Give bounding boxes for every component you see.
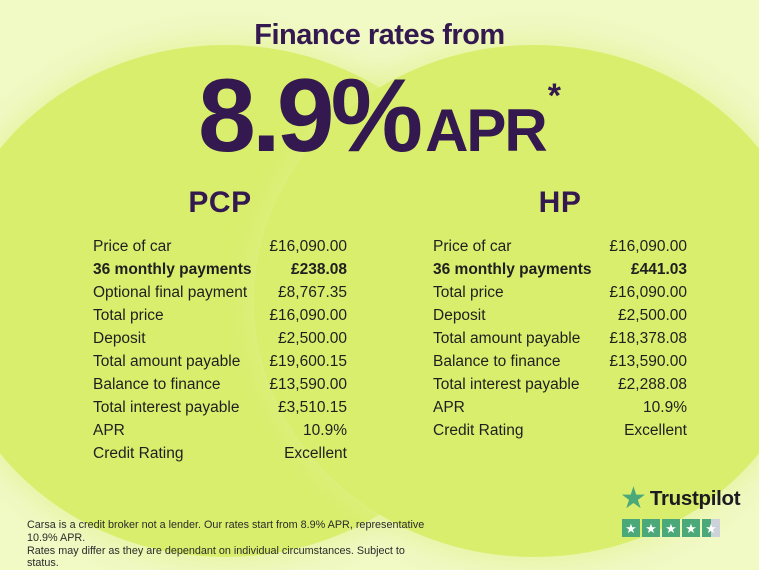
row-value: 10.9% bbox=[303, 421, 347, 439]
rating-star-icon: ★ bbox=[662, 519, 680, 537]
row-value: £3,510.15 bbox=[278, 398, 347, 416]
row-label: Price of car bbox=[433, 237, 512, 255]
row-value: 10.9% bbox=[643, 398, 687, 416]
disclaimer-line-2: Rates may differ as they are dependant on individual circumstances. Subject to status. bbox=[27, 544, 405, 570]
trustpilot-brand: Trustpilot bbox=[649, 487, 741, 510]
row-value: £238.08 bbox=[290, 260, 347, 278]
row-label: APR bbox=[433, 398, 465, 416]
trustpilot-stars bbox=[622, 519, 738, 537]
row-label: Balance to finance bbox=[93, 375, 221, 393]
table-row bbox=[433, 258, 687, 281]
table-row bbox=[93, 350, 347, 373]
table-row bbox=[93, 442, 347, 465]
pcp-column bbox=[93, 186, 347, 465]
table-row bbox=[93, 304, 347, 327]
row-label: Total price bbox=[93, 306, 164, 324]
row-value: £8,767.35 bbox=[278, 283, 347, 301]
table-row bbox=[433, 327, 687, 350]
row-label: Deposit bbox=[93, 329, 146, 347]
row-value: £441.03 bbox=[630, 260, 687, 278]
table-row bbox=[433, 304, 687, 327]
table-row bbox=[433, 235, 687, 258]
trustpilot-star-icon: ★ bbox=[620, 482, 647, 515]
row-label: Credit Rating bbox=[93, 444, 184, 462]
row-value: Excellent bbox=[284, 444, 347, 462]
rate-asterisk: * bbox=[547, 77, 561, 115]
row-value: £2,500.00 bbox=[278, 329, 347, 347]
disclaimer-line-1: Carsa is a credit broker not a lender. Our rates start from 8.9% APR, representative 10.9% APR. bbox=[27, 519, 425, 544]
rating-star-icon: ★ bbox=[642, 519, 660, 537]
row-value: £16,090.00 bbox=[609, 283, 687, 301]
row-label: Total interest payable bbox=[93, 398, 240, 416]
row-value: £16,090.00 bbox=[609, 237, 687, 255]
row-label: Total amount payable bbox=[93, 352, 241, 370]
table-row bbox=[433, 350, 687, 373]
table-row bbox=[93, 419, 347, 442]
table-row bbox=[93, 327, 347, 350]
table-row bbox=[93, 281, 347, 304]
row-label: Deposit bbox=[433, 306, 486, 324]
pcp-title: PCP bbox=[188, 186, 252, 219]
row-label: Total interest payable bbox=[433, 375, 580, 393]
row-label: Total price bbox=[433, 283, 504, 301]
table-row bbox=[93, 258, 347, 281]
rating-star-icon: ★ bbox=[682, 519, 700, 537]
rating-star-icon: ★ bbox=[702, 519, 720, 537]
table-row bbox=[93, 235, 347, 258]
table-row bbox=[433, 373, 687, 396]
row-label: Credit Rating bbox=[433, 421, 524, 439]
table-row bbox=[433, 396, 687, 419]
row-value: £18,378.08 bbox=[609, 329, 687, 347]
rate-value: 8.9% bbox=[198, 58, 420, 174]
row-label: Optional final payment bbox=[93, 283, 248, 301]
row-label: 36 monthly payments bbox=[433, 260, 592, 278]
row-label: Price of car bbox=[93, 237, 172, 255]
row-value: £2,500.00 bbox=[618, 306, 687, 324]
trustpilot-badge[interactable] bbox=[620, 482, 741, 537]
row-label: 36 monthly payments bbox=[93, 260, 252, 278]
rate-suffix: APR bbox=[425, 97, 546, 164]
row-value: £2,288.08 bbox=[618, 375, 687, 393]
row-value: £16,090.00 bbox=[269, 237, 347, 255]
row-value: £16,090.00 bbox=[269, 306, 347, 324]
disclaimer bbox=[27, 519, 437, 570]
hero-rate bbox=[0, 58, 759, 174]
table-row bbox=[433, 281, 687, 304]
pcp-table bbox=[93, 235, 347, 465]
rating-star-icon: ★ bbox=[622, 519, 640, 537]
hp-title: HP bbox=[538, 186, 582, 219]
hp-table bbox=[433, 235, 687, 442]
row-label: Balance to finance bbox=[433, 352, 561, 370]
row-value: £19,600.15 bbox=[269, 352, 347, 370]
hero-title: Finance rates from bbox=[254, 19, 505, 51]
row-value: Excellent bbox=[624, 421, 687, 439]
row-label: Total amount payable bbox=[433, 329, 581, 347]
row-value: £13,590.00 bbox=[269, 375, 347, 393]
trustpilot-logo bbox=[620, 482, 741, 515]
table-row bbox=[93, 373, 347, 396]
hp-column bbox=[433, 186, 687, 442]
table-row bbox=[433, 419, 687, 442]
row-label: APR bbox=[93, 421, 125, 439]
row-value: £13,590.00 bbox=[609, 352, 687, 370]
table-row bbox=[93, 396, 347, 419]
